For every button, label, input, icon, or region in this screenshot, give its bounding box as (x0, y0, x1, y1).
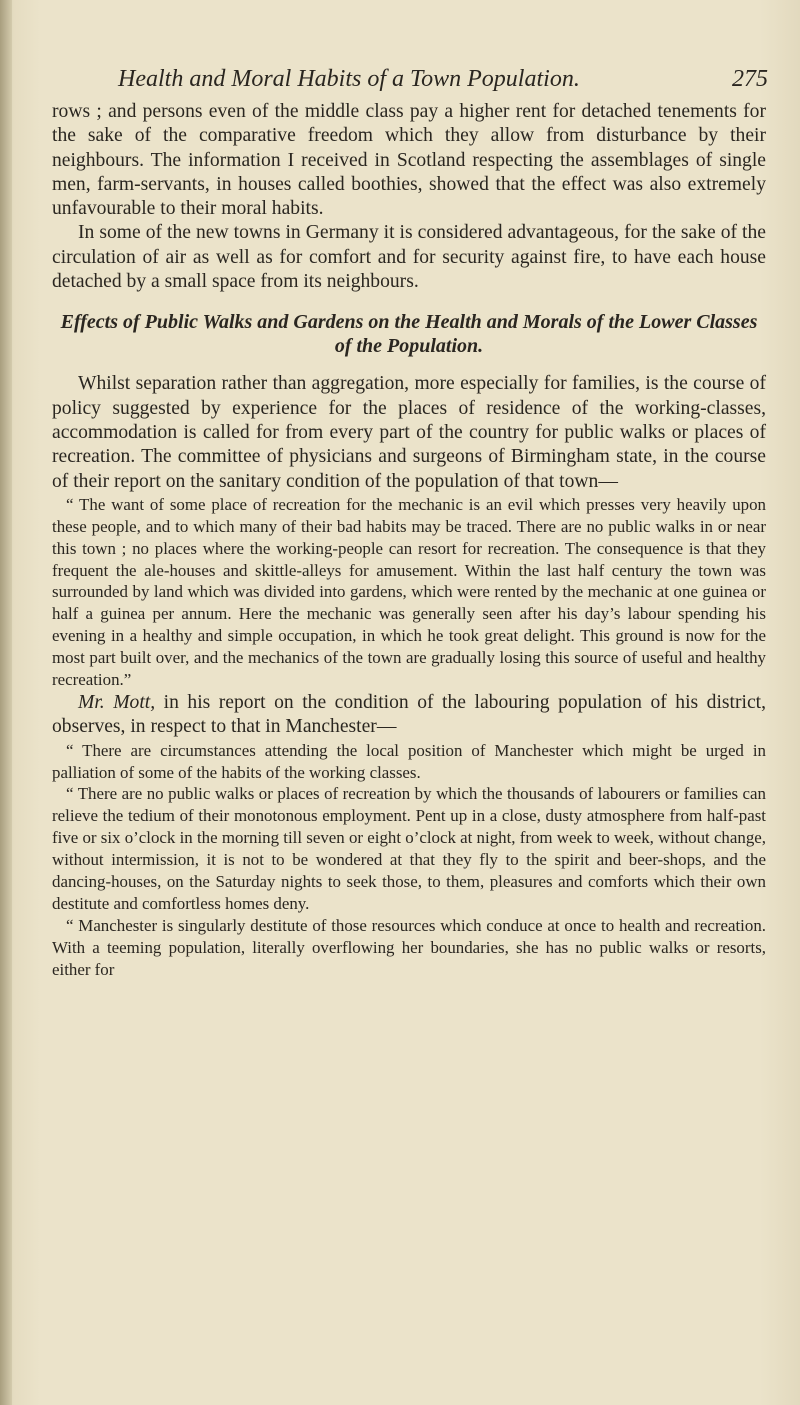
paragraph: In some of the new towns in Germany it is considered advantageous, for the sake of the circulation of air as well as for comfort and for security against fire, to have each house detached by a small space from its neighbours. (52, 222, 766, 293)
page-number: 275 (732, 66, 768, 92)
running-title: Health and Moral Habits of a Town Population. (118, 66, 580, 92)
block-quote: “ There are no public walks or places of recreation by which the thousands of labourers or families can relieve the tedium of their monotonous employment. Pent up in a close, dusty atmosphere from half-past five or six o’clock in the morning till seven or eight o’clock at night, from week to week, without change, without intermission, it is not to be wondered at that they fly to the spirit and beer-shops, and the dancing-houses, on the Saturday nights to seek those, to them, pleasures and comforts which their own destitute and comfortless homes deny. (52, 784, 766, 913)
page-body (52, 100, 766, 981)
paragraph-text: in his report on the condition of the labouring population of his district, observes, in respect to that in Manchester— (52, 692, 766, 738)
section-heading: Effects of Public Walks and Gardens on the Health and Morals of the Lower Classes of the Population. (60, 311, 758, 358)
person-name: Mr. Mott, (78, 692, 156, 714)
block-quote: “ The want of some place of recreation for the mechanic is an evil which presses very heavily upon these people, and to which many of their bad habits may be traced. There are no public walks in or near this town ; no places where the working-people can resort for recreation. The consequence is that they frequent the ale-houses and skittle-alleys for amusement. Within the last half century the town was surrounded by land which was divided into gardens, which were rented by the mechanic at one guinea or half a guinea per annum. Here the mechanic was generally seen after his day’s labour spending his evening in a healthy and simple occupation, in which he took great delight. This ground is now for the most part built over, and the mechanics of the town are gradually losing this source of useful and healthy recreation.” (52, 494, 766, 690)
running-header (118, 66, 768, 93)
block-quote: “ There are circumstances attending the local position of Manchester which might be urged in palliation of some of the habits of the working classes. (52, 740, 766, 782)
block-quote: “ Manchester is singularly destitute of those resources which conduce at once to health and recreation. With a teeming population, literally overflowing her boundaries, she has no public walks or resorts, either for (52, 915, 766, 979)
paragraph: Whilst separation rather than aggregation, more especially for families, is the course of policy suggested by experience for the places of residence of the working-classes, accommodation is called for from every part of the country for public walks or places of recreation. The committee of physicians and surgeons of Birmingham state, in the course of their report on the sanitary condition of the population of that town— (52, 373, 766, 492)
page-gutter (0, 0, 12, 1405)
paragraph (52, 691, 766, 740)
paragraph: rows ; and persons even of the middle class pay a higher rent for detached tenements for the sake of the comparative freedom which they allow from disturbance by their neighbours. The information I received in Scotland respecting the assemblages of single men, farm-servants, in houses called boothies, showed that the effect was also extremely unfavourable to their moral habits. (52, 101, 766, 220)
